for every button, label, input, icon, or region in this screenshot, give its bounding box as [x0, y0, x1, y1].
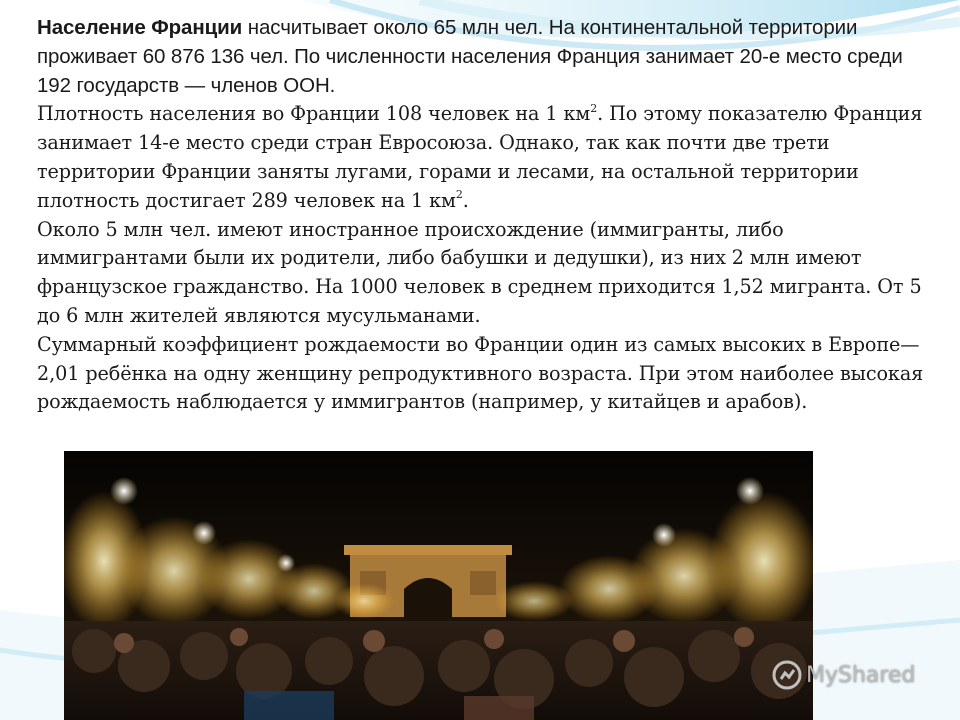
population-text: насчитывает около 65 млн чел. На континентальной территории проживает 60 876 136 чел. По численности населения Франция занимает 20-е место среди 192 государств — членов ООН. [37, 16, 903, 97]
myshared-watermark [772, 660, 915, 690]
crowd [64, 621, 813, 720]
paragraph-birthrate: Суммарный коэффициент рождаемости во Франции один из самых высоких в Европе— 2,01 ребёнка на одну женщину репродуктивного возраста. При этом наиболее высокая рождаемость наблюдается у иммигрантов (например, у китайцев и арабов). [37, 332, 924, 414]
paragraph-density [37, 100, 937, 215]
slide-body [37, 14, 937, 417]
superscript-2b: 2 [455, 188, 463, 202]
title-population-france: Население Франции [37, 16, 243, 39]
density-text-a: Плотность населения во Франции 108 человек на 1 км [37, 102, 591, 126]
champs-elysees-night-photo [64, 451, 813, 720]
photo-illustration [64, 451, 813, 720]
paragraph-population [37, 14, 937, 100]
paragraph-immigrants: Около 5 млн чел. имеют иностранное происхождение (иммигранты, либо иммигрантами были их родители, либо бабушки и дедушки), из них 2 млн имеют французское гражданство. На 1000 человек в среднем приходится 1,52 мигранта. От 5 до 6 млн жителей являются мусульманами. [37, 217, 922, 327]
density-text-c: . [462, 188, 469, 212]
density-text-b: . По этому показателю Франция занимает 14-е место среди стран Евросоюза. Однако, так как почти две трети территории Франции заняты лугами, горами и лесами, на остальной территории плотность достигает 289 человек на 1 км [37, 102, 923, 212]
watermark-text: MyShared [806, 662, 916, 688]
superscript-2: 2 [590, 102, 598, 115]
myshared-logo-icon [772, 660, 802, 690]
